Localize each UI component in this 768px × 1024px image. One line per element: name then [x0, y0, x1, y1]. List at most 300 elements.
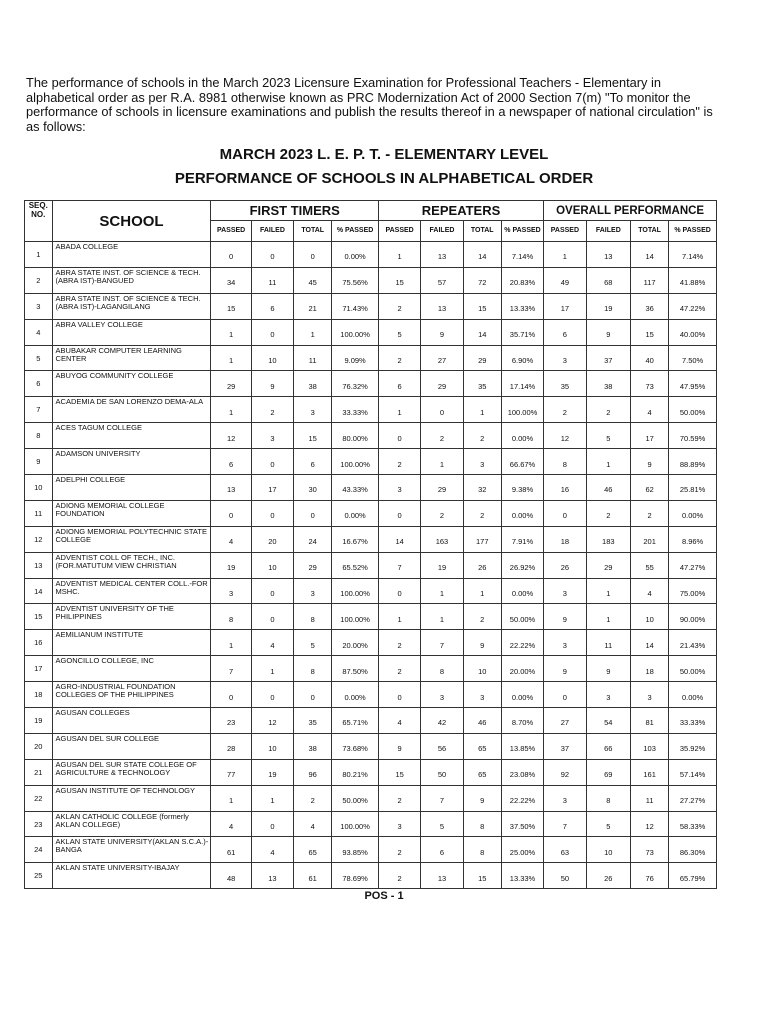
seq-no-cell: 25	[25, 863, 53, 889]
seq-no-cell: 4	[25, 319, 53, 345]
first-total-cell: 8	[294, 656, 332, 682]
repeat-percent-cell: 13.33%	[501, 293, 543, 319]
repeat-failed-cell: 13	[421, 293, 463, 319]
overall-total-cell: 81	[631, 708, 669, 734]
first-passed-cell: 1	[211, 785, 251, 811]
repeat-total-cell: 65	[463, 759, 501, 785]
repeat-percent-cell: 0.00%	[501, 423, 543, 449]
table-row	[25, 423, 717, 449]
overall-passed-cell: 8	[544, 449, 586, 475]
table-row	[25, 397, 717, 423]
repeat-failed-cell: 7	[421, 630, 463, 656]
first-passed-cell: 4	[211, 526, 251, 552]
repeat-passed-cell: 1	[378, 604, 420, 630]
overall-percent-cell: 40.00%	[669, 319, 717, 345]
first-failed-cell: 11	[251, 267, 293, 293]
table-row	[25, 242, 717, 268]
overall-percent-cell: 21.43%	[669, 630, 717, 656]
overall-percent-cell: 7.50%	[669, 345, 717, 371]
seq-no-cell: 3	[25, 293, 53, 319]
first-total-cell: 15	[294, 423, 332, 449]
overall-failed-cell: 3	[586, 682, 631, 708]
first-passed-cell: 23	[211, 708, 251, 734]
overall-passed-cell: 1	[544, 242, 586, 268]
repeat-failed-cell: 2	[421, 423, 463, 449]
first-percent-cell: 9.09%	[332, 345, 379, 371]
first-percent-cell: 16.67%	[332, 526, 379, 552]
overall-passed-cell: 3	[544, 630, 586, 656]
first-total-cell: 0	[294, 242, 332, 268]
school-name-cell: AGUSAN DEL SUR STATE COLLEGE OF AGRICULTURE & TECHNOLOGY	[52, 759, 211, 785]
overall-passed-header: PASSED	[544, 221, 586, 242]
overall-total-cell: 18	[631, 656, 669, 682]
overall-total-cell: 36	[631, 293, 669, 319]
overall-percent-cell: 88.89%	[669, 449, 717, 475]
repeat-percent-cell: 50.00%	[501, 604, 543, 630]
repeat-percent-cell: 23.08%	[501, 759, 543, 785]
first-percent-cell: 73.68%	[332, 733, 379, 759]
first-percent-cell: 80.21%	[332, 759, 379, 785]
seq-no-cell: 18	[25, 682, 53, 708]
overall-total-cell: 161	[631, 759, 669, 785]
overall-passed-cell: 37	[544, 733, 586, 759]
repeat-passed-cell: 1	[378, 242, 420, 268]
table-row	[25, 656, 717, 682]
seq-no-cell: 15	[25, 604, 53, 630]
first-total-cell: 1	[294, 319, 332, 345]
repeat-percent-cell: 13.85%	[501, 733, 543, 759]
repeat-failed-cell: 13	[421, 242, 463, 268]
overall-percent-cell: 75.00%	[669, 578, 717, 604]
first-percent-cell: 100.00%	[332, 319, 379, 345]
overall-passed-cell: 7	[544, 811, 586, 837]
first-passed-cell: 3	[211, 578, 251, 604]
repeat-passed-cell: 9	[378, 733, 420, 759]
first-percent-cell: 100.00%	[332, 449, 379, 475]
overall-percent-cell: 33.33%	[669, 708, 717, 734]
repeat-failed-cell: 29	[421, 371, 463, 397]
repeat-percent-cell: 26.92%	[501, 552, 543, 578]
school-name-cell: ADAMSON UNIVERSITY	[52, 449, 211, 475]
repeat-passed-cell: 2	[378, 837, 420, 863]
first-passed-cell: 28	[211, 733, 251, 759]
repeat-percent-cell: 17.14%	[501, 371, 543, 397]
seq-no-cell: 5	[25, 345, 53, 371]
first-total-cell: 4	[294, 811, 332, 837]
first-passed-cell: 1	[211, 319, 251, 345]
first-failed-cell: 10	[251, 345, 293, 371]
overall-total-cell: 2	[631, 500, 669, 526]
first-passed-cell: 29	[211, 371, 251, 397]
header-row-groups	[25, 201, 717, 221]
overall-total-header: TOTAL	[631, 221, 669, 242]
repeat-passed-cell: 2	[378, 630, 420, 656]
table-row	[25, 449, 717, 475]
overall-percent-cell: 50.00%	[669, 397, 717, 423]
overall-passed-cell: 0	[544, 682, 586, 708]
table-row	[25, 733, 717, 759]
seq-no-cell: 16	[25, 630, 53, 656]
repeat-percent-cell: 6.90%	[501, 345, 543, 371]
repeat-passed-cell: 4	[378, 708, 420, 734]
repeat-total-cell: 14	[463, 242, 501, 268]
overall-percent-cell: 47.95%	[669, 371, 717, 397]
first-failed-cell: 20	[251, 526, 293, 552]
overall-failed-cell: 38	[586, 371, 631, 397]
seq-no-cell: 13	[25, 552, 53, 578]
first-failed-cell: 1	[251, 785, 293, 811]
first-passed-cell: 61	[211, 837, 251, 863]
overall-failed-cell: 68	[586, 267, 631, 293]
seq-no-cell: 11	[25, 500, 53, 526]
overall-percent-cell: 8.96%	[669, 526, 717, 552]
overall-passed-cell: 27	[544, 708, 586, 734]
repeat-passed-cell: 1	[378, 397, 420, 423]
school-name-cell: ADIONG MEMORIAL COLLEGE FOUNDATION	[52, 500, 211, 526]
repeat-failed-cell: 56	[421, 733, 463, 759]
overall-failed-cell: 29	[586, 552, 631, 578]
repeat-percent-cell: 35.71%	[501, 319, 543, 345]
school-name-cell: AGUSAN COLLEGES	[52, 708, 211, 734]
first-percent-cell: 100.00%	[332, 578, 379, 604]
first-failed-cell: 6	[251, 293, 293, 319]
overall-passed-cell: 18	[544, 526, 586, 552]
repeat-total-cell: 72	[463, 267, 501, 293]
school-name-cell: AGONCILLO COLLEGE, INC	[52, 656, 211, 682]
repeat-passed-cell: 2	[378, 293, 420, 319]
first-total-cell: 21	[294, 293, 332, 319]
first-passed-cell: 1	[211, 397, 251, 423]
school-name-cell: AGUSAN INSTITUTE OF TECHNOLOGY	[52, 785, 211, 811]
first-total-cell: 3	[294, 397, 332, 423]
overall-percent-cell: 47.22%	[669, 293, 717, 319]
first-percent-cell: 0.00%	[332, 242, 379, 268]
overall-percent-cell: 70.59%	[669, 423, 717, 449]
first-passed-cell: 34	[211, 267, 251, 293]
overall-total-cell: 73	[631, 371, 669, 397]
first-failed-cell: 4	[251, 837, 293, 863]
overall-passed-cell: 16	[544, 475, 586, 501]
table-row	[25, 785, 717, 811]
first-failed-cell: 12	[251, 708, 293, 734]
seq-no-cell: 9	[25, 449, 53, 475]
overall-total-cell: 55	[631, 552, 669, 578]
overall-passed-cell: 35	[544, 371, 586, 397]
repeat-percent-cell: 25.00%	[501, 837, 543, 863]
table-row	[25, 811, 717, 837]
repeat-passed-cell: 0	[378, 578, 420, 604]
repeat-passed-cell: 3	[378, 811, 420, 837]
seq-no-cell: 17	[25, 656, 53, 682]
repeat-total-cell: 3	[463, 449, 501, 475]
first-failed-cell: 17	[251, 475, 293, 501]
first-total-cell: 0	[294, 500, 332, 526]
overall-failed-cell: 8	[586, 785, 631, 811]
repeat-total-cell: 26	[463, 552, 501, 578]
repeat-passed-cell: 6	[378, 371, 420, 397]
repeat-passed-cell: 15	[378, 267, 420, 293]
repeat-total-cell: 10	[463, 656, 501, 682]
overall-passed-cell: 0	[544, 500, 586, 526]
first-total-cell: 29	[294, 552, 332, 578]
first-percent-header: % PASSED	[332, 221, 379, 242]
repeat-percent-cell: 20.00%	[501, 656, 543, 682]
overall-total-cell: 201	[631, 526, 669, 552]
overall-percent-cell: 41.88%	[669, 267, 717, 293]
overall-percent-cell: 50.00%	[669, 656, 717, 682]
first-percent-cell: 76.32%	[332, 371, 379, 397]
overall-passed-cell: 26	[544, 552, 586, 578]
table-row	[25, 604, 717, 630]
overall-total-cell: 62	[631, 475, 669, 501]
repeat-total-cell: 32	[463, 475, 501, 501]
school-name-cell: AGUSAN DEL SUR COLLEGE	[52, 733, 211, 759]
overall-failed-cell: 11	[586, 630, 631, 656]
report-title: MARCH 2023 L. E. P. T. - ELEMENTARY LEVEL	[219, 146, 549, 163]
overall-passed-cell: 63	[544, 837, 586, 863]
repeat-total-cell: 35	[463, 371, 501, 397]
repeat-total-header: TOTAL	[463, 221, 501, 242]
school-name-cell: ABUYOG COMMUNITY COLLEGE	[52, 371, 211, 397]
repeat-percent-cell: 0.00%	[501, 500, 543, 526]
overall-passed-cell: 50	[544, 863, 586, 889]
first-percent-cell: 80.00%	[332, 423, 379, 449]
repeat-failed-cell: 2	[421, 500, 463, 526]
repeat-failed-cell: 57	[421, 267, 463, 293]
table-row	[25, 863, 717, 889]
school-name-cell: ADVENTIST COLL OF TECH., INC.(FOR.MATUTUM VIEW CHRISTIAN	[52, 552, 211, 578]
repeat-failed-cell: 9	[421, 319, 463, 345]
school-name-cell: ABRA STATE INST. OF SCIENCE & TECH.(ABRA IST)-LAGANGILANG	[52, 293, 211, 319]
repeat-percent-cell: 7.14%	[501, 242, 543, 268]
repeat-failed-cell: 8	[421, 656, 463, 682]
repeat-total-cell: 2	[463, 423, 501, 449]
overall-total-cell: 117	[631, 267, 669, 293]
repeat-total-cell: 9	[463, 785, 501, 811]
repeat-total-cell: 3	[463, 682, 501, 708]
overall-failed-cell: 1	[586, 449, 631, 475]
table-row	[25, 837, 717, 863]
first-failed-cell: 4	[251, 630, 293, 656]
repeaters-header: REPEATERS	[378, 201, 543, 221]
first-timers-header: FIRST TIMERS	[211, 201, 378, 221]
overall-percent-cell: 0.00%	[669, 682, 717, 708]
overall-total-cell: 76	[631, 863, 669, 889]
repeat-percent-cell: 22.22%	[501, 785, 543, 811]
performance-table	[24, 200, 717, 889]
school-name-cell: ADVENTIST MEDICAL CENTER COLL.-FOR MSHC.	[52, 578, 211, 604]
repeat-total-cell: 65	[463, 733, 501, 759]
first-passed-cell: 0	[211, 682, 251, 708]
repeat-failed-cell: 19	[421, 552, 463, 578]
first-percent-cell: 65.71%	[332, 708, 379, 734]
repeat-total-cell: 8	[463, 837, 501, 863]
table-row	[25, 267, 717, 293]
repeat-total-cell: 1	[463, 578, 501, 604]
overall-passed-cell: 9	[544, 656, 586, 682]
overall-percent-cell: 25.81%	[669, 475, 717, 501]
school-name-cell: ABRA VALLEY COLLEGE	[52, 319, 211, 345]
first-passed-cell: 1	[211, 630, 251, 656]
overall-failed-cell: 19	[586, 293, 631, 319]
seq-no-cell: 14	[25, 578, 53, 604]
first-total-cell: 11	[294, 345, 332, 371]
table-row	[25, 475, 717, 501]
overall-failed-cell: 9	[586, 319, 631, 345]
overall-failed-cell: 5	[586, 811, 631, 837]
first-passed-cell: 7	[211, 656, 251, 682]
school-name-cell: ADVENTIST UNIVERSITY OF THE PHILIPPINES	[52, 604, 211, 630]
overall-failed-cell: 9	[586, 656, 631, 682]
overall-failed-cell: 46	[586, 475, 631, 501]
first-failed-cell: 0	[251, 682, 293, 708]
seq-no-cell: 23	[25, 811, 53, 837]
overall-total-cell: 17	[631, 423, 669, 449]
first-percent-cell: 78.69%	[332, 863, 379, 889]
repeat-passed-cell: 7	[378, 552, 420, 578]
intro-paragraph: The performance of schools in the March 2023 Licensure Examination for Professional Teachers - Elementary in alphabetical order as per R.A. 8981 otherwise known as PRC Modernization Act of 2000 Section 7(m) "To monitor the performance of schools in licensure examinations and publish the results thereof in a newspaper of national circulation" is as follows:	[26, 75, 713, 134]
seq-no-cell: 8	[25, 423, 53, 449]
table-row	[25, 526, 717, 552]
first-passed-cell: 13	[211, 475, 251, 501]
repeat-total-cell: 9	[463, 630, 501, 656]
first-total-cell: 6	[294, 449, 332, 475]
repeat-percent-cell: 0.00%	[501, 578, 543, 604]
overall-total-cell: 10	[631, 604, 669, 630]
overall-passed-cell: 3	[544, 785, 586, 811]
first-failed-cell: 0	[251, 604, 293, 630]
repeat-total-cell: 14	[463, 319, 501, 345]
first-passed-cell: 12	[211, 423, 251, 449]
first-failed-cell: 0	[251, 242, 293, 268]
first-percent-cell: 0.00%	[332, 500, 379, 526]
first-failed-cell: 13	[251, 863, 293, 889]
seq-no-cell: 10	[25, 475, 53, 501]
first-total-cell: 45	[294, 267, 332, 293]
repeat-failed-cell: 5	[421, 811, 463, 837]
repeat-percent-cell: 22.22%	[501, 630, 543, 656]
first-passed-cell: 15	[211, 293, 251, 319]
overall-total-cell: 12	[631, 811, 669, 837]
repeat-percent-cell: 13.33%	[501, 863, 543, 889]
repeat-total-cell: 29	[463, 345, 501, 371]
overall-failed-header: FAILED	[586, 221, 631, 242]
first-passed-cell: 48	[211, 863, 251, 889]
repeat-total-cell: 8	[463, 811, 501, 837]
repeat-failed-cell: 163	[421, 526, 463, 552]
overall-performance-header: OVERALL PERFORMANCE	[544, 201, 717, 221]
overall-passed-cell: 3	[544, 345, 586, 371]
overall-failed-cell: 37	[586, 345, 631, 371]
first-failed-cell: 0	[251, 500, 293, 526]
overall-passed-cell: 92	[544, 759, 586, 785]
repeat-passed-cell: 14	[378, 526, 420, 552]
overall-percent-cell: 47.27%	[669, 552, 717, 578]
first-failed-header: FAILED	[251, 221, 293, 242]
repeat-percent-cell: 37.50%	[501, 811, 543, 837]
repeat-failed-cell: 1	[421, 578, 463, 604]
repeat-total-cell: 2	[463, 604, 501, 630]
first-passed-cell: 0	[211, 500, 251, 526]
first-passed-cell: 0	[211, 242, 251, 268]
seq-no-cell: 20	[25, 733, 53, 759]
overall-failed-cell: 2	[586, 397, 631, 423]
overall-percent-cell: 0.00%	[669, 500, 717, 526]
first-failed-cell: 0	[251, 449, 293, 475]
overall-percent-cell: 7.14%	[669, 242, 717, 268]
repeat-passed-cell: 3	[378, 475, 420, 501]
school-name-cell: ACES TAGUM COLLEGE	[52, 423, 211, 449]
repeat-failed-cell: 42	[421, 708, 463, 734]
repeat-percent-cell: 66.67%	[501, 449, 543, 475]
school-name-cell: AKLAN CATHOLIC COLLEGE (formerly AKLAN COLLEGE)	[52, 811, 211, 837]
seq-no-cell: 1	[25, 242, 53, 268]
first-failed-cell: 1	[251, 656, 293, 682]
school-header: SCHOOL	[52, 201, 211, 242]
first-failed-cell: 0	[251, 811, 293, 837]
first-total-cell: 96	[294, 759, 332, 785]
first-percent-cell: 20.00%	[332, 630, 379, 656]
repeat-percent-cell: 0.00%	[501, 682, 543, 708]
first-failed-cell: 0	[251, 578, 293, 604]
first-passed-cell: 6	[211, 449, 251, 475]
first-total-cell: 8	[294, 604, 332, 630]
repeat-failed-cell: 1	[421, 449, 463, 475]
repeat-passed-cell: 2	[378, 449, 420, 475]
report-subtitle: PERFORMANCE OF SCHOOLS IN ALPHABETICAL ORDER	[174, 170, 594, 187]
first-total-cell: 61	[294, 863, 332, 889]
repeat-failed-cell: 50	[421, 759, 463, 785]
first-percent-cell: 100.00%	[332, 811, 379, 837]
first-total-cell: 38	[294, 733, 332, 759]
seq-no-cell: 2	[25, 267, 53, 293]
school-name-cell: AGRO-INDUSTRIAL FOUNDATION COLLEGES OF THE PHILIPPINES	[52, 682, 211, 708]
table-row	[25, 552, 717, 578]
overall-total-cell: 14	[631, 630, 669, 656]
repeat-passed-cell: 5	[378, 319, 420, 345]
repeat-total-cell: 177	[463, 526, 501, 552]
first-total-cell: 30	[294, 475, 332, 501]
overall-failed-cell: 26	[586, 863, 631, 889]
table-row	[25, 759, 717, 785]
repeat-percent-header: % PASSED	[501, 221, 543, 242]
overall-passed-cell: 2	[544, 397, 586, 423]
seq-no-cell: 12	[25, 526, 53, 552]
first-total-cell: 2	[294, 785, 332, 811]
first-total-cell: 65	[294, 837, 332, 863]
overall-failed-cell: 10	[586, 837, 631, 863]
repeat-total-cell: 15	[463, 293, 501, 319]
repeat-total-cell: 2	[463, 500, 501, 526]
table-body	[25, 242, 717, 889]
first-failed-cell: 19	[251, 759, 293, 785]
repeat-passed-cell: 0	[378, 682, 420, 708]
overall-failed-cell: 2	[586, 500, 631, 526]
table-row	[25, 293, 717, 319]
repeat-percent-cell: 20.83%	[501, 267, 543, 293]
overall-passed-cell: 17	[544, 293, 586, 319]
first-total-cell: 38	[294, 371, 332, 397]
overall-total-cell: 103	[631, 733, 669, 759]
first-passed-header: PASSED	[211, 221, 251, 242]
overall-failed-cell: 5	[586, 423, 631, 449]
overall-percent-cell: 58.33%	[669, 811, 717, 837]
repeat-passed-cell: 0	[378, 423, 420, 449]
first-passed-cell: 1	[211, 345, 251, 371]
repeat-total-cell: 15	[463, 863, 501, 889]
seq-no-cell: 6	[25, 371, 53, 397]
first-percent-cell: 100.00%	[332, 604, 379, 630]
